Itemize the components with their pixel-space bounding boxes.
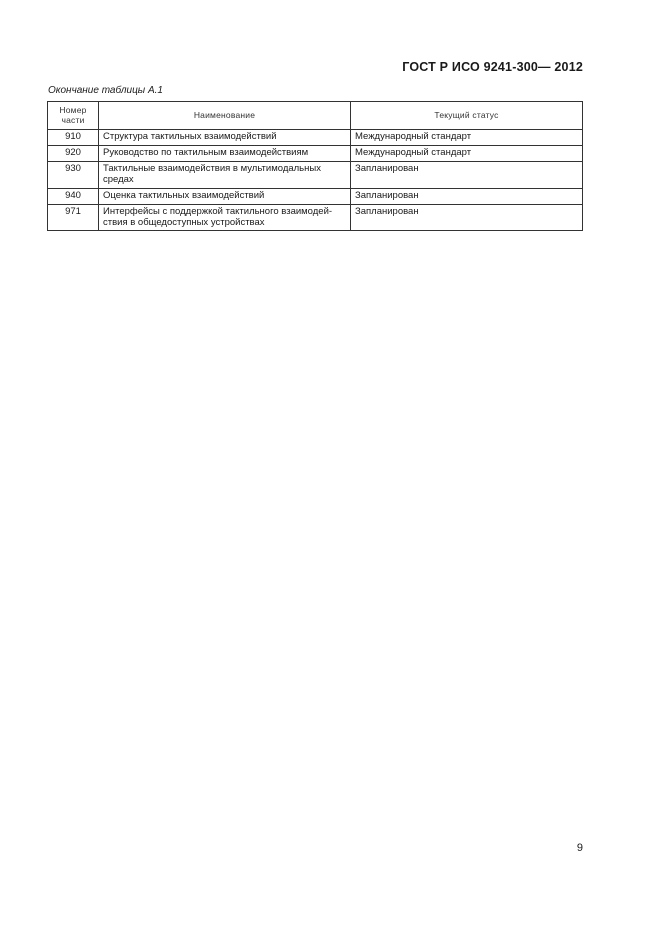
part-name-cell: Тактильные взаимодействия в мультимодальных средах <box>99 161 351 188</box>
part-status-cell: Запланирован <box>351 161 583 188</box>
table-header-row <box>48 102 583 130</box>
part-number-cell: 920 <box>48 145 99 161</box>
table-row <box>48 204 583 231</box>
column-header-status: Текущий статус <box>351 102 583 130</box>
table-caption: Окончание таблицы А.1 <box>48 85 163 96</box>
table-row <box>48 145 583 161</box>
document-header: ГОСТ Р ИСО 9241-300— 2012 <box>402 60 583 74</box>
part-number-cell: 910 <box>48 130 99 146</box>
part-status-cell: Запланирован <box>351 204 583 231</box>
part-name-cell: Структура тактильных взаимодействий <box>99 130 351 146</box>
column-header-name: Наименование <box>99 102 351 130</box>
part-status-cell: Запланирован <box>351 188 583 204</box>
part-number-cell: 940 <box>48 188 99 204</box>
part-number-cell: 930 <box>48 161 99 188</box>
standards-parts-table <box>47 101 583 231</box>
page-number: 9 <box>576 842 583 854</box>
table-row <box>48 188 583 204</box>
part-status-cell: Международный стандарт <box>351 130 583 146</box>
part-status-cell: Международный стандарт <box>351 145 583 161</box>
part-name-cell: Руководство по тактильным взаимодействиям <box>99 145 351 161</box>
column-header-part-number: Номер части <box>48 102 99 130</box>
part-name-cell: Интерфейсы с поддержкой тактильного взаимодей-ствия в общедоступных устройствах <box>99 204 351 231</box>
table-row <box>48 161 583 188</box>
part-number-cell: 971 <box>48 204 99 231</box>
table-row <box>48 130 583 146</box>
part-name-cell: Оценка тактильных взаимодействий <box>99 188 351 204</box>
